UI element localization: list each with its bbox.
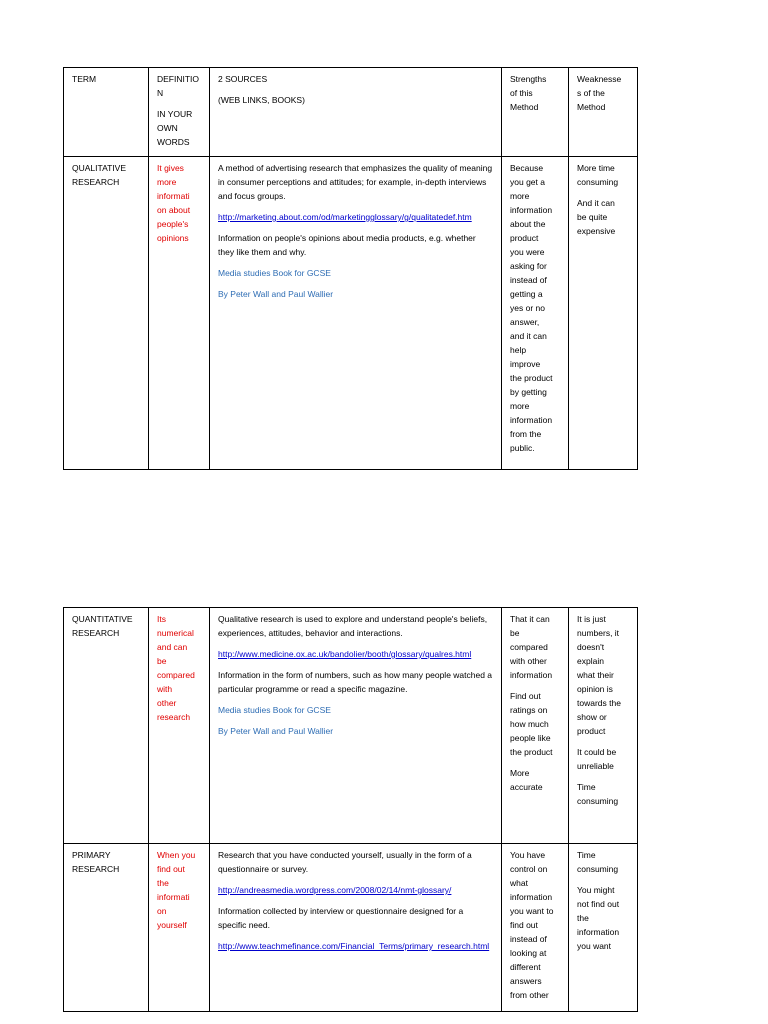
header-weaknesses: Weaknesse s of the Method [577,74,622,112]
header-strengths: Strengths of this Method [510,74,547,112]
source-text: Research that you have conducted yourself, usually in the form of a questionnaire or survey. [218,850,472,874]
header-definition-sub: IN YOUR OWN WORDS [157,109,193,147]
definition-primary: When you find out the informati on yourself [157,850,196,930]
header-sources-cell [210,68,502,157]
strength-item: More accurate [510,768,543,792]
weaknesses-cell [569,157,638,470]
term-cell [64,608,149,844]
sources-cell [210,157,502,470]
table-row-qualitative [64,157,638,470]
header-strengths-cell [502,68,569,157]
weakness-item: And it can be quite expensive [577,198,616,236]
header-sources-sub: (WEB LINKS, BOOKS) [218,95,305,105]
weakness-item: Time consuming [577,850,619,874]
source-text: Information on people's opinions about media products, e.g. whether they like them and why. [218,233,476,257]
strength-item: Find out ratings on how much people like the product [510,691,553,757]
strengths-cell [502,157,569,470]
strengths-cell [502,608,569,844]
book-author: By Peter Wall and Paul Wallier [218,289,334,299]
source-link[interactable]: http://marketing.about.com/od/marketingglossary/g/qualitatedef.htm [218,212,472,222]
header-term-cell [64,68,149,157]
definition-cell [149,608,210,844]
weakness-item: It could be unreliable [577,747,617,771]
definition-cell [149,844,210,1012]
source-link[interactable]: http://www.medicine.ox.ac.uk/bandolier/booth/glossary/qualres.html [218,649,472,659]
source-text: Qualitative research is used to explore and understand people's beliefs, experiences, attitudes, behavior and interactions. [218,614,488,638]
sources-cell [210,844,502,1012]
weaknesses-cell [569,844,638,1012]
header-term: TERM [72,74,97,84]
header-definition-cell [149,68,210,157]
strengths-cell [502,844,569,1012]
header-definition: DEFINITIO N [157,74,200,98]
research-table-2 [63,607,638,1012]
term-cell [64,157,149,470]
weakness-item: You might not find out the information you want [577,885,620,951]
definition-quantitative: Its numerical and can be compared with other research [157,614,195,722]
source-link[interactable]: http://andreasmedia.wordpress.com/2008/02/14/nmt-glossary/ [218,885,452,895]
header-row [64,68,638,157]
header-weaknesses-cell [569,68,638,157]
table-row-primary [64,844,638,1012]
weaknesses-cell [569,608,638,844]
source-text: Information collected by interview or questionnaire designed for a specific need. [218,906,464,930]
book-title: Media studies Book for GCSE [218,268,331,278]
weakness-item: More time consuming [577,163,619,187]
header-sources: 2 SOURCES [218,74,268,84]
term-qualitative: QUALITATIVE RESEARCH [72,163,127,187]
research-table-1 [63,67,638,470]
strengths-qualitative: Because you get a more information about the product you were asking for instead of getting a yes or no answer, and it can help improve the product by getting more information from the public. [510,163,553,453]
term-cell [64,844,149,1012]
table-row-quantitative [64,608,638,844]
strengths-primary: You have control on what information you want to find out instead of looking at different answers from other [510,850,554,1000]
source-link[interactable]: http://www.teachmefinance.com/Financial_Terms/primary_research.html [218,941,490,951]
book-author: By Peter Wall and Paul Wallier [218,726,334,736]
weakness-item: Time consuming [577,782,619,806]
weakness-item: It is just numbers, it doesn't explain what their opinion is towards the show or product [577,614,621,736]
definition-cell [149,157,210,470]
definition-qualitative: It gives more informati on about people's opinions [157,163,191,243]
source-text: Information in the form of numbers, such as how many people watched a particular programme or read a specific magazine. [218,670,493,694]
term-quantitative: QUANTITATIVE RESEARCH [72,614,133,638]
sources-cell [210,608,502,844]
term-primary: PRIMARY RESEARCH [72,850,120,874]
source-text: A method of advertising research that emphasizes the quality of meaning in consumer perceptions and attitudes; for example, in-depth interviews and focus groups. [218,163,493,201]
strength-item: That it can be compared with other information [510,614,553,680]
book-title: Media studies Book for GCSE [218,705,331,715]
